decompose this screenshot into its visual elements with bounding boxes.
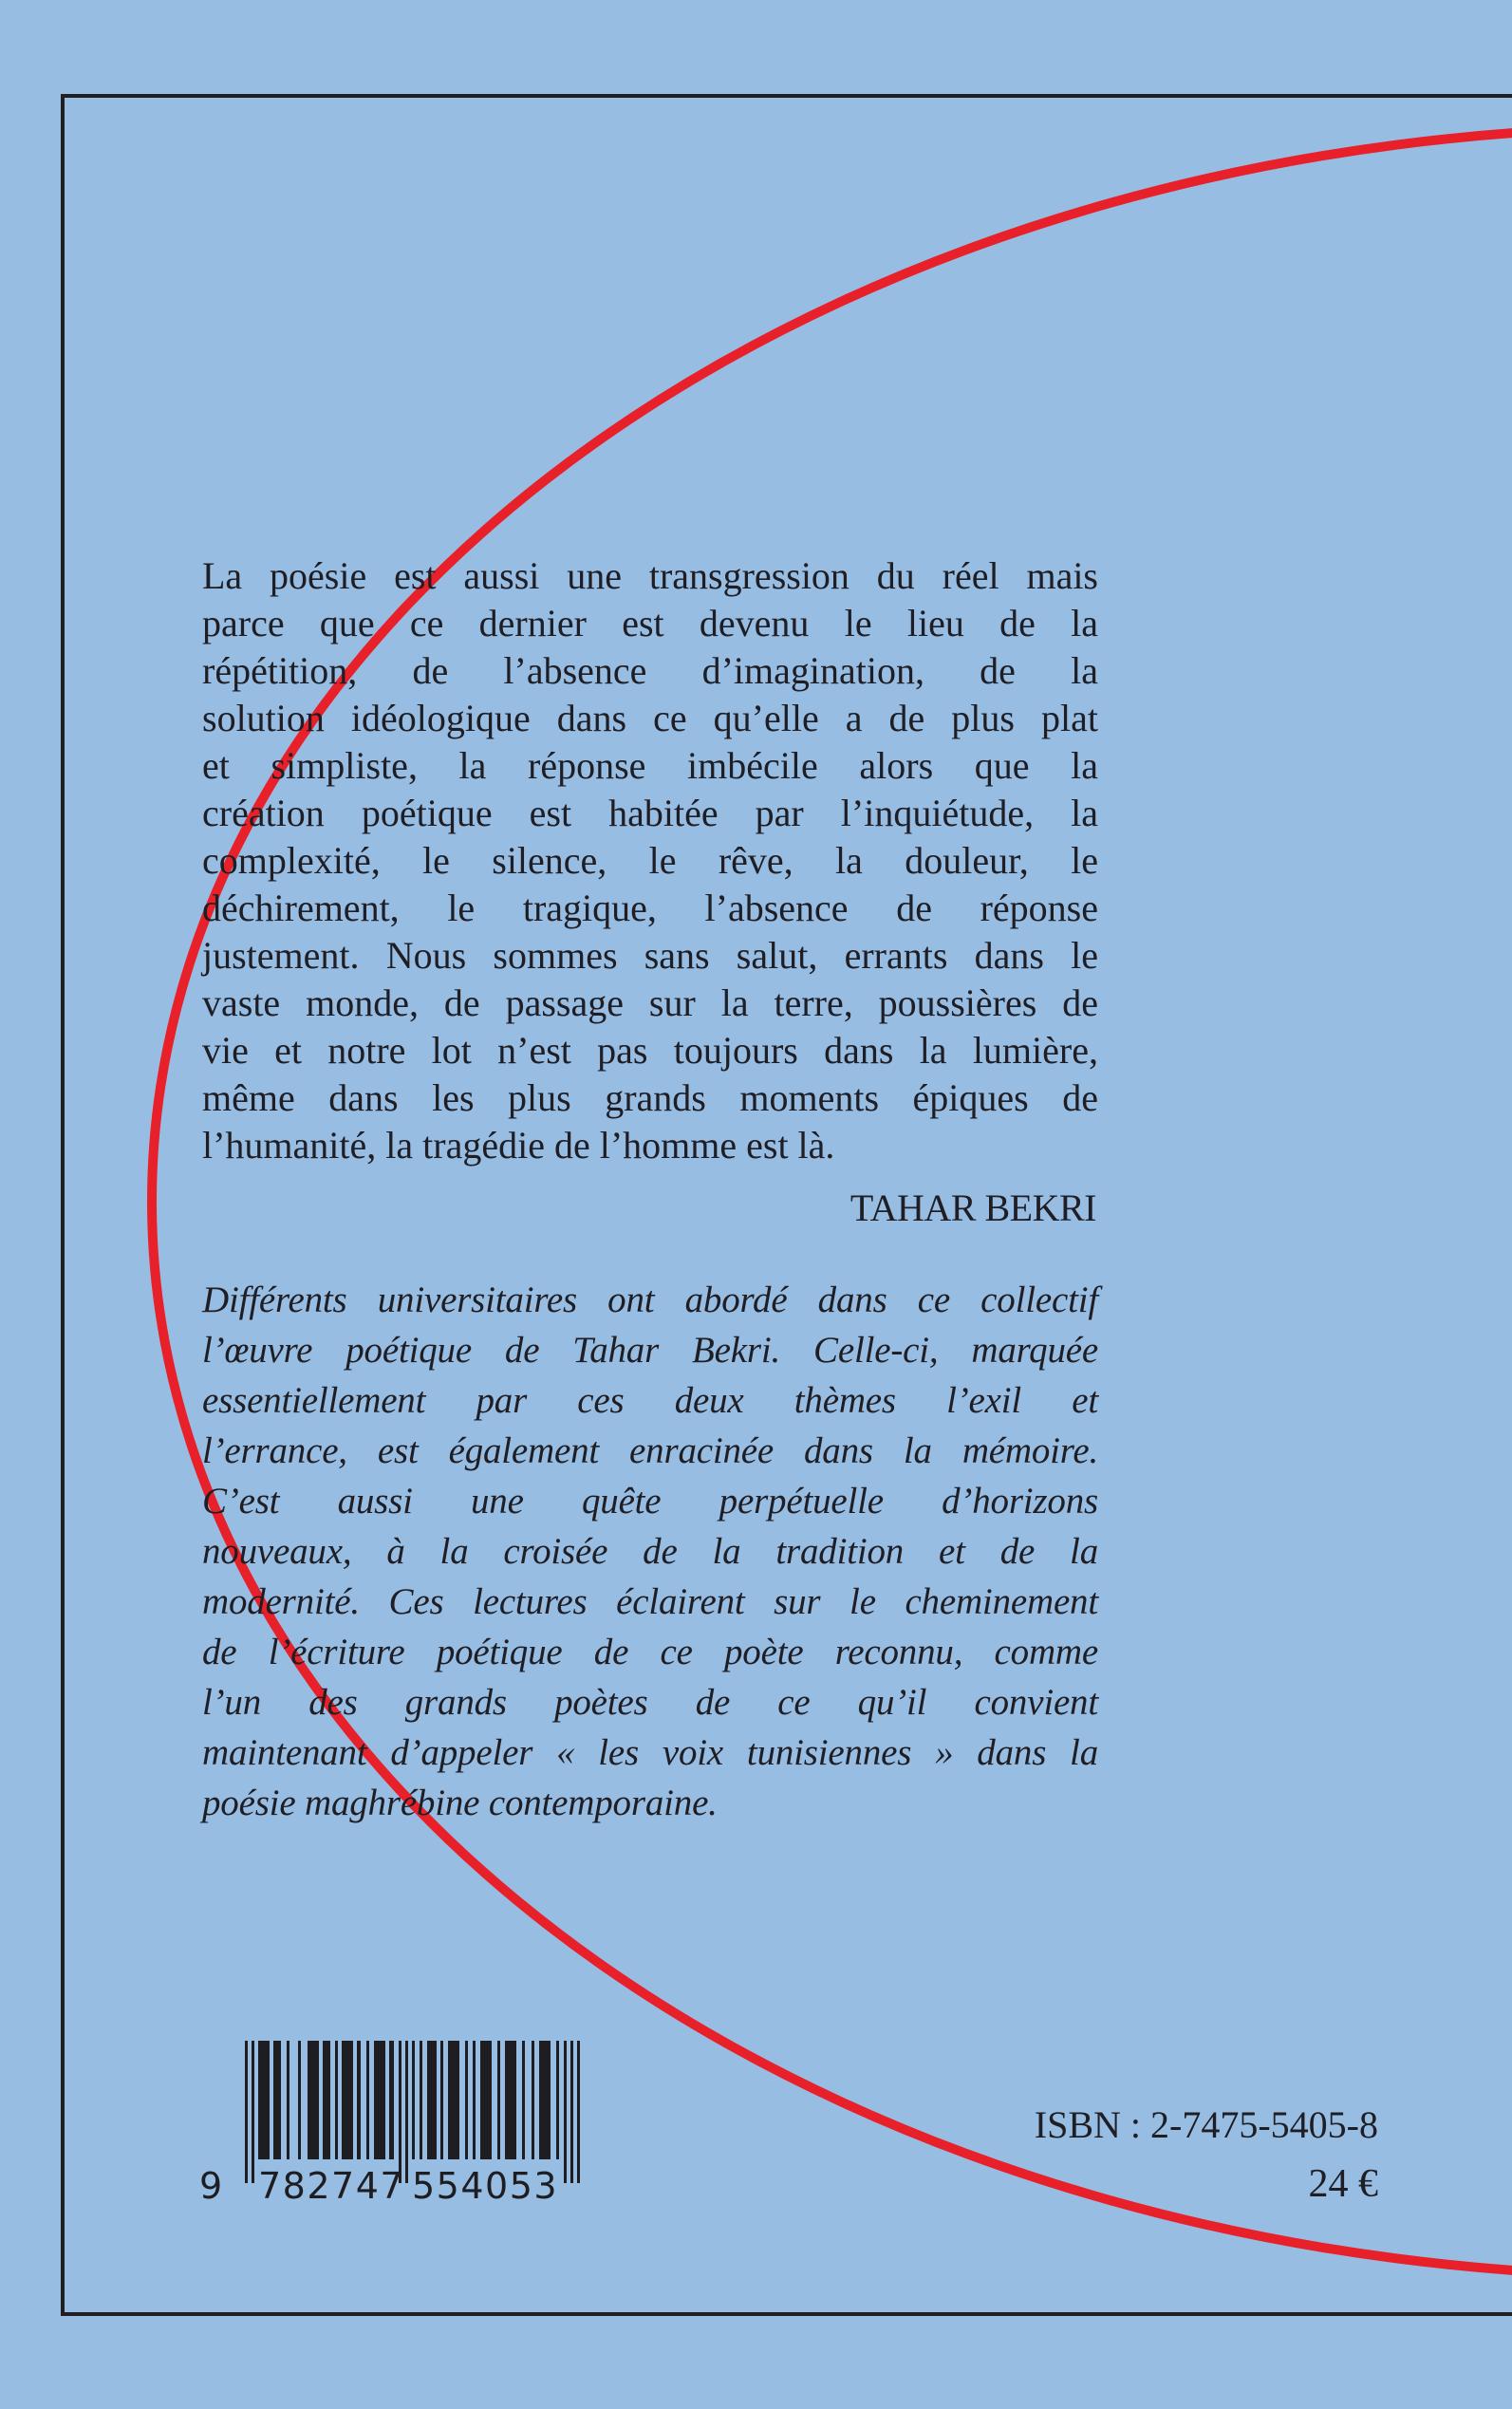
- quote-line: La poésie est aussi une transgression du réel mais: [202, 554, 1098, 597]
- blurb-line: l’errance, est également enracinée dans la mémoire.: [202, 1430, 1098, 1471]
- blurb-line: l’un des grands poètes de ce qu’il convient: [202, 1682, 1098, 1723]
- price-label: 24 €: [1308, 2162, 1378, 2206]
- blurb-line: Différents universitaires ont abordé dans ce collectif: [202, 1279, 1098, 1320]
- quote-author: TAHAR BEKRI: [849, 1186, 1096, 1229]
- barcode-right-digits: 554053: [412, 2165, 559, 2207]
- isbn-label: ISBN : 2-7475-5405-8: [1034, 2103, 1378, 2146]
- blurb-line: nouveaux, à la croisée de la tradition et de la: [202, 1531, 1098, 1572]
- quote-line: création poétique est habitée par l’inquiétude, la: [202, 792, 1098, 834]
- blurb-line: modernité. Ces lectures éclairent sur le cheminement: [202, 1581, 1098, 1622]
- quote-line: complexité, le silence, le rêve, la douleur, le: [202, 839, 1098, 882]
- barcode-left-digits: 782747: [258, 2165, 405, 2207]
- blurb-line: C’est aussi une quête perpétuelle d’horizons: [202, 1481, 1098, 1522]
- blurb-line: de l’écriture poétique de ce poète reconnu, comme: [202, 1632, 1098, 1672]
- blurb-line: essentiellement par ces deux thèmes l’exil et: [202, 1380, 1098, 1421]
- blurb-line: maintenant d’appeler « les voix tunisiennes » dans la: [202, 1732, 1098, 1773]
- cover-frame: [61, 94, 1512, 2316]
- quote-line: vaste monde, de passage sur la terre, poussières de: [202, 981, 1098, 1024]
- barcode-first-digit: 9: [199, 2165, 223, 2207]
- blurb-line: poésie maghrébine contemporaine.: [202, 1783, 718, 1823]
- quote-line: solution idéologique dans ce qu’elle a de plus plat: [202, 697, 1098, 739]
- quote-line: vie et notre lot n’est pas toujours dans la lumière,: [202, 1029, 1098, 1072]
- quote-line: déchirement, le tragique, l’absence de réponse: [202, 887, 1098, 929]
- quote-line: justement. Nous sommes sans salut, errants dans le: [202, 934, 1098, 977]
- quote-line: même dans les plus grands moments épiques de: [202, 1076, 1098, 1119]
- quote-line: et simpliste, la réponse imbécile alors que la: [202, 744, 1098, 787]
- quote-line: parce que ce dernier est devenu le lieu de la: [202, 602, 1098, 644]
- blurb-line: l’œuvre poétique de Tahar Bekri. Celle-ci, marquée: [202, 1330, 1098, 1371]
- quote-line: répétition, de l’absence d’imagination, de la: [202, 649, 1098, 692]
- barcode: [197, 2039, 634, 2210]
- quote-line: l’humanité, la tragédie de l’homme est là.: [202, 1124, 835, 1167]
